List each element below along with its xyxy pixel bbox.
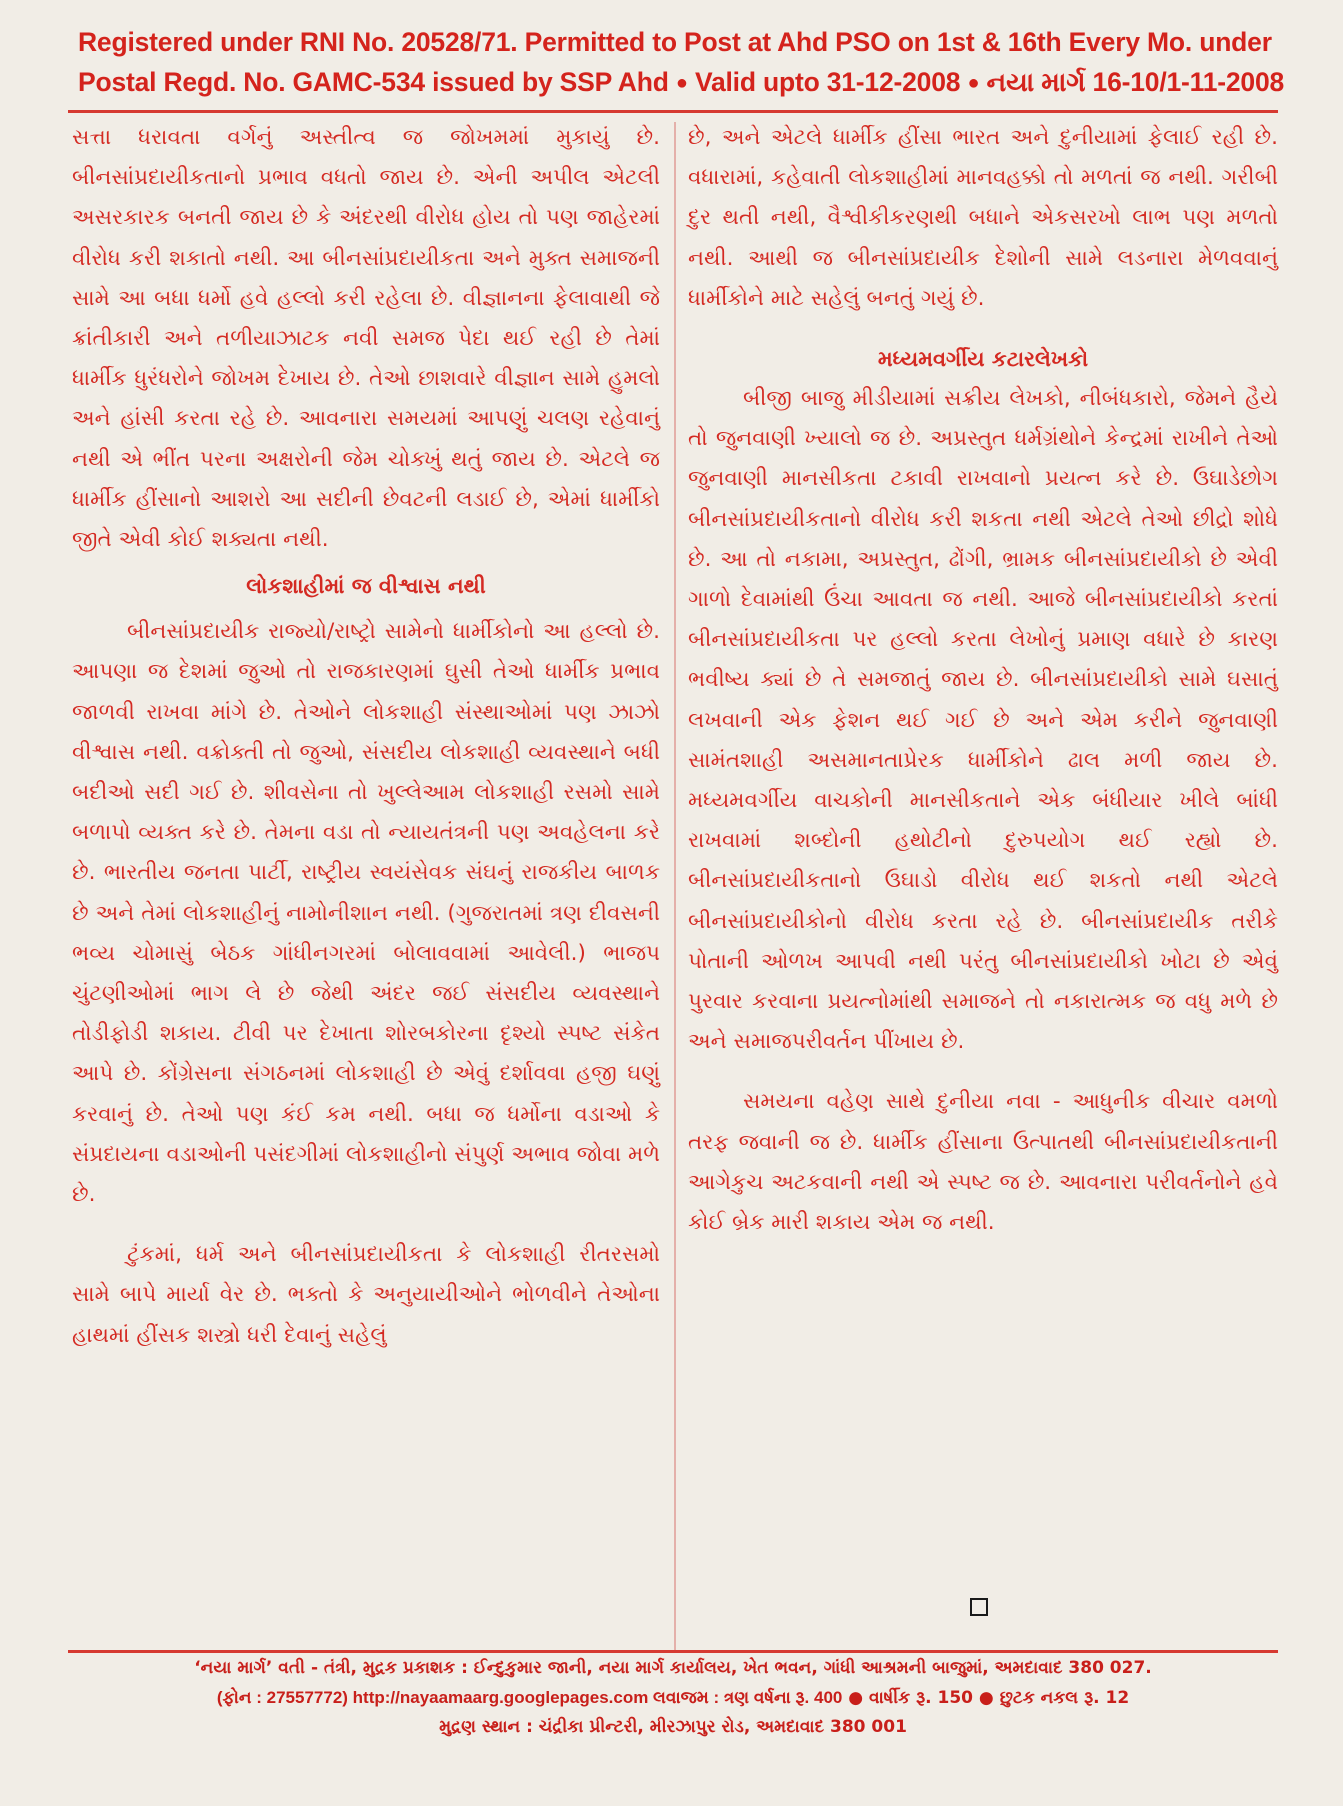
bullet-icon: ● (967, 72, 980, 94)
publisher-line: ‘નયા માર્ગ’ વતી - તંત્રી, મુદ્રક પ્રકાશક : ઈન્દુકુમાર જાની, નયા માર્ગ કાર્યાલય, ખેત ભવન, ગાંધી આશ્રમની બાજુમાં, અમદાવાદ 380 027. (194, 1658, 1152, 1678)
section-heading: મધ્યમવર્ગીય કટારલેખકો (877, 347, 1089, 372)
annual-subscription: વાર્ષીક રૂ. 150 (869, 1688, 973, 1708)
bullet-icon: ● (675, 72, 688, 94)
phone-website-subscription: (ફોન : 27557772) http://nayaamaarg.googlepages.com લવાજમ : ત્રણ વર્ષના રૂ. 400 (216, 1688, 843, 1707)
column-divider (674, 122, 676, 1652)
validity-date: Valid upto 31-12-2008 (694, 67, 961, 97)
article-paragraph: બીજી બાજુ મીડીયામાં સક્રીય લેખકો, નીબંધકારો, જેમને હૈયે તો જુનવાણી ખ્યાલો જ છે. અપ્રસ્તુત ધર્મગ્રંથોને કેન્દ્રમાં રાખીને તેઓ જુનવાણી માનસીકતા ટકાવી રાખવાનો પ્રયત્ન કરે છે. ઉઘાડેછોગ બીનસાંપ્રદાયીકતાનો વીરોધ કરી શકતા નથી એટલે તેઓ છીદ્રો શોધે છે. આ તો નકામા, અપ્રસ્તુત, ઢોંગી, ભ્રામક બીનસાંપ્રદાયીકો છે એવી ગાળો દેવામાંથી ઉંચા આવતા જ નથી. આજે બીનસાંપ્રદાયીકો કરતાં બીનસાંપ્રદાયીકતા પર હલ્લો કરતા લેખોનું પ્રમાણ વધારે છે કારણ ભવીષ્ય ક્યાં છે તે સમજાતું જાય છે. બીનસાંપ્રદાયીકો સામે ઘસાતું લખવાની એક ફેશન થઈ ગઈ છે અને એમ કરીને જુનવાણી સામંતશાહી અસમાનતાપ્રેરક ધાર્મીકોને ઢાલ મળી જાય છે. મધ્યમવર્ગીય વાચકોની માનસીકતાને એક બંધીયાર ખીલે બાંધી રાખવામાં શબ્દોની હથોટીનો દુરુપયોગ થઈ રહ્યો છે. બીનસાંપ્રદાયીકતાનો ઉઘાડો વીરોધ થઈ શકતો નથી એટલે બીનસાંપ્રદાયીકોનો વીરોધ કરતા રહે છે. બીનસાંપ્રદાયીક તરીકે પોતાની ઓળખ આપવી નથી પરંતુ બીનસાંપ્રદાયીકો ખોટા છે એવું પુરવાર કરવાના પ્રયત્નોમાંથી સમાજને તો નકારાત્મક જ વધુ મળે છે અને સમાજપરીવર્તન પીંખાય છે. (688, 386, 1278, 1055)
printer-line: મુદ્રણ સ્થાન : ચંદ્રીકા પ્રીન્ટરી, મીરઝાપુર રોડ, અમદાવાદ 380 001 (439, 1717, 907, 1737)
bullet-icon: ● (978, 1688, 994, 1708)
masthead-line-1: Registered under RNI No. 20528/71. Permitted to Post at Ahd PSO on 1st & 16th Every Mo. under (78, 27, 1272, 57)
masthead-line-2 (78, 62, 1285, 103)
bullet-icon: ● (848, 1688, 864, 1708)
imprint-footer (68, 1654, 1278, 1742)
masthead (78, 22, 1285, 103)
single-copy-price: છુટક નકલ રૂ. 12 (999, 1688, 1130, 1708)
article-paragraph: સમયના વહેણ સાથે દુનીયા નવા - આધુનીક વીચાર વમળો તરફ જવાની જ છે. ધાર્મીક હીંસાના ઉત્પાતથી બીનસાંપ્રદાયીકતાની આગેકુચ અટકવાની નથી એ સ્પષ્ટ જ છે. આવનારા પરીવર્તનોને હવે કોઈ બ્રેક મારી શકાય એમ જ નથી. (688, 1089, 1278, 1236)
left-column (72, 118, 660, 1356)
right-column (688, 118, 1278, 1243)
postal-registration: Postal Regd. No. GAMC-534 issued by SSP Ahd (78, 67, 669, 97)
article-paragraph: છે, અને એટલે ધાર્મીક હીંસા ભારત અને દુનીયામાં ફેલાઈ રહી છે. વધારામાં, કહેવાતી લોકશાહીમાં માનવહક્કો તો મળતાં જ નથી. ગરીબી દુર થતી નથી, વૈશ્વીકીકરણથી બધાને એકસરખો લાભ પણ મળતો નથી. આથી જ બીનસાંપ્રદાયીક દેશોની સામે લડનારા મેળવવાનું ધાર્મીકોને માટે સહેલું બનતું ગયું છે. (688, 125, 1278, 311)
section-heading: લોકશાહીમાં જ વીશ્વાસ નથી (246, 574, 486, 599)
contact-subscription-line (68, 1683, 1278, 1713)
bottom-divider (68, 1650, 1278, 1653)
end-of-article-square-icon (970, 1598, 988, 1616)
article-paragraph: સત્તા ધરાવતા વર્ગનું અસ્તીત્વ જ જોખમમાં મુકાયું છે. બીનસાંપ્રદાયીકતાનો પ્રભાવ વધતો જાય છે. એની અપીલ એટલી અસરકારક બનતી જાય છે કે અંદરથી વીરોધ હોય તો પણ જાહેરમાં વીરોધ કરી શકાતો નથી. આ બીનસાંપ્રદાયીકતા અને મુક્ત સમાજની સામે આ બધા ધર્મો હવે હલ્લો કરી રહેલા છે. વીજ્ઞાનના ફેલાવાથી જે ક્રાંતીકારી અને તળીયાઝાટક નવી સમજ પેદા થઈ રહી છે તેમાં ધાર્મીક ધુરંધરોને જોખમ દેખાય છે. તેઓ છાશવારે વીજ્ઞાન સામે હુમલો અને હાંસી કરતા રહે છે. આવનારા સમયમાં આપણું ચલણ રહેવાનું નથી એ ભીંત પરના અક્ષરોની જેમ ચોક્ખું થતું જાય છે. એટલે જ ધાર્મીક હીંસાનો આશરો આ સદીની છેવટની લડાઈ છે, એમાં ધાર્મીકો જીતે એવી કોઈ શક્યતા નથી. (72, 125, 660, 553)
article-paragraph: ટુંકમાં, ધર્મ અને બીનસાંપ્રદાયીકતા કે લોકશાહી રીતરસમો સામે બાપે માર્યા વેર છે. ભક્તો કે અનુયાયીઓને ભોળવીને તેઓના હાથમાં હીંસક શસ્ત્રો ધરી દેવાનું સહેલું (72, 1242, 660, 1348)
top-divider (68, 110, 1278, 113)
issue-date: નયા માર્ગ 16-10/1-11-2008 (986, 67, 1285, 97)
article-paragraph: બીનસાંપ્રદાયીક રાજ્યો/રાષ્ટ્રો સામેનો ધાર્મીકોનો આ હલ્લો છે. આપણા જ દેશમાં જુઓ તો રાજકારણમાં ઘુસી તેઓ ધાર્મીક પ્રભાવ જાળવી રાખવા માંગે છે. તેઓને લોકશાહી સંસ્થાઓમાં પણ ઝાઝો વીશ્વાસ નથી. વક્રોક્તી તો જુઓ, સંસદીય લોકશાહી વ્યવસ્થાને બધી બદીઓ સદી ગઈ છે. શીવસેના તો ખુલ્લેઆમ લોકશાહી રસમો સામે બળાપો વ્યક્ત કરે છે. તેમના વડા તો ન્યાયતંત્રની પણ અવહેલના કરે છે. ભારતીય જનતા પાર્ટી, રાષ્ટ્રીય સ્વયંસેવક સંઘનું રાજકીય બાળક છે અને તેમાં લોકશાહીનું નામોનીશાન નથી. (ગુજરાતમાં ત્રણ દીવસની ભવ્ય ચોમાસું બેઠક ગાંધીનગરમાં બોલાવવામાં આવેલી.) ભાજપ ચુંટણીઓમાં ભાગ લે છે જેથી અંદર જઈ સંસદીય વ્યવસ્થાને તોડીફોડી શકાય. ટીવી પર દેખાતા શોરબકોરના દૃશ્યો સ્પષ્ટ સંકેત આપે છે. કોંગ્રેસના સંગઠનમાં લોકશાહી છે એવું દર્શાવવા હજી ઘણું કરવાનું છે. તેઓ પણ કંઈ કમ નથી. બધા જ ધર્મોના વડાઓ કે સંપ્રદાયના વડાઓની પસંદગીમાં લોકશાહીનો સંપુર્ણ અભાવ જોવા મળે છે. (72, 619, 660, 1208)
